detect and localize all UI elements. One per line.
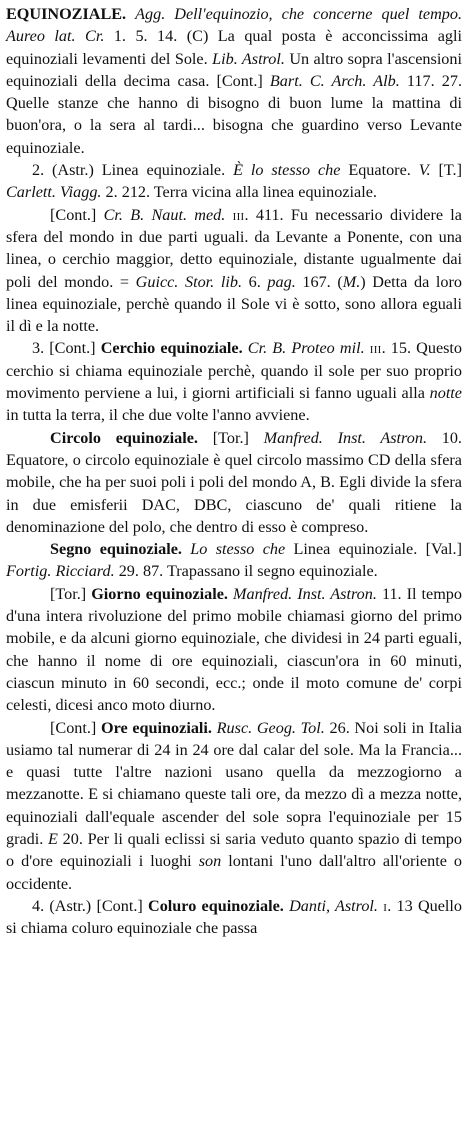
- body-text: 10. Equatore, o circolo equinoziale è quel circolo massimo CD della sfera mobile, che ha per suoi poli i poli del mondo A, B. Egli divide la sfera in due emisferii DAC, DBC, ciascuno de' quali ritiene la denominazione del polo, che dentro di esso è compreso.: [6, 428, 462, 536]
- body-text: 29. 87. Trapassano il segno equinoziale.: [114, 562, 378, 581]
- sense-4-paragraph: [6, 895, 462, 940]
- body-text: Equatore.: [340, 161, 419, 180]
- italic-text: Lo stesso che: [190, 540, 286, 559]
- body-text: 20. Per li quali eclissi si saria veduto quanto spazio di tempo o d'ore equinoziali i luoghi: [6, 829, 462, 871]
- headword-text: Circolo equinoziale.: [50, 428, 198, 447]
- body-text: 2. 212. Terra vicina alla linea equinoziale.: [101, 183, 377, 202]
- segno-equinoziale-paragraph: [6, 538, 462, 583]
- body-text: 117. 27. Quelle stanze che hanno di bisogno di buon lume la mattina di buon'ora, o la sera al tardi... bisogna che guardino verso Levante equinoziale.: [6, 71, 462, 157]
- citation-paragraph: [6, 204, 462, 338]
- italic-text: notte: [429, 384, 462, 403]
- italic-text: Cr. B. Naut. med.: [103, 205, 226, 224]
- italic-text: Rusc. Geog. Tol.: [216, 718, 325, 737]
- headword-text: EQUINOZIALE.: [6, 5, 127, 23]
- italic-text: pag.: [267, 272, 296, 291]
- body-text: 3. [Cont.]: [32, 339, 101, 358]
- circolo-equinoziale-paragraph: [6, 427, 462, 538]
- body-text: in tutta la terra, il che due volte l'anno avviene.: [6, 406, 310, 425]
- italic-text: È lo stesso che: [233, 161, 341, 180]
- body-text: 26. Noi soli in Italia usiamo tal numerar di 24 in 24 ore dal calar del sole. Ma la Francia... e quasi tutte l'altre nazioni usano quella da mezzogiorno a mezzanotte. E si chiamano queste tali ore, da mezzo dì a mezza notte, equinoziali dall'equale ascender del sole sopra l'equinoziale per 15 gradi.: [6, 718, 462, 848]
- roman-numeral-text: i: [383, 896, 388, 915]
- giorno-equinoziale-paragraph: [6, 583, 462, 717]
- body-text: 1. 5. 14. (C) La qual posta è acconcissima agli equinoziali levamenti del Sole.: [6, 27, 462, 68]
- body-text: [T.]: [430, 161, 462, 180]
- italic-text: M.: [342, 272, 361, 291]
- italic-text: V.: [418, 161, 431, 180]
- roman-numeral-text: iii: [369, 339, 382, 358]
- body-text: 2. (Astr.) Linea equinoziale.: [32, 161, 234, 180]
- headword-text: Cerchio equinoziale.: [100, 339, 243, 358]
- body-text: [126, 5, 135, 23]
- sense-3-paragraph: [6, 337, 462, 426]
- body-text: . 411. Fu necessario dividere la sfera del mondo in due parti uguali. da Levante a Ponente, con una linea, o cerchio maggior, detto equinoziale, distante ugualmente dai poli del mondo. =: [6, 205, 462, 291]
- italic-text: son: [198, 852, 222, 871]
- body-text: [Tor.]: [197, 428, 264, 447]
- sense-2-paragraph: [6, 159, 462, 204]
- body-text: 6.: [242, 272, 268, 291]
- roman-numeral-text: iii: [232, 205, 245, 224]
- italic-text: Danti, Astrol.: [289, 896, 378, 915]
- headword-text: Coluro equinoziale.: [148, 896, 284, 915]
- italic-text: Manfred. Inst. Astron.: [233, 584, 377, 603]
- headword-text: Segno equinoziale.: [50, 540, 182, 559]
- body-text: [225, 206, 232, 224]
- body-text: 11. Il tempo d'una intera rivoluzione del primo mobile chiamasi giorno del primo mobile, e da alcuni giorno equinoziale, che dividesi in 24 parti eguali, che hanno il nome di ore equinoziali, ciascun'ora in 60 minuti, ciascun minuto in 60 secondi, ecc.; onde il moto comune de' corpi celesti, dicesi anco moto diurno.: [6, 584, 462, 715]
- italic-text: Bart. C. Arch. Alb.: [269, 71, 400, 90]
- body-text: [Tor.]: [50, 584, 92, 603]
- italic-text: Guicc. Stor. lib.: [135, 272, 242, 291]
- body-text: [Cont.]: [50, 205, 104, 224]
- italic-text: Carlett. Viagg.: [6, 183, 102, 202]
- body-text: lontani l'uno dall'altro all'oriente o occidente.: [6, 852, 463, 893]
- italic-text: Manfred. Inst. Astron.: [263, 428, 427, 447]
- italic-text: Fortig. Ricciard.: [6, 562, 115, 581]
- italic-text: E: [48, 829, 58, 848]
- italic-text: Agg. Dell'equinozio, che concerne quel tempo. Aureo lat. Cr.: [6, 5, 462, 46]
- body-text: . 13 Quello si chiama coluro equinoziale che passa: [6, 896, 462, 938]
- headword-text: Giorno equinoziale.: [91, 584, 228, 603]
- body-text: Linea equinoziale. [Val.]: [285, 540, 462, 559]
- body-text: [Cont.]: [50, 718, 101, 737]
- italic-text: Cr. B. Proteo mil.: [247, 339, 365, 358]
- body-text: ) Detta da loro linea equinoziale, perchè quando il Sole vi è sotto, sono allora eguali il dì e la notte.: [6, 272, 462, 336]
- headword-text: Ore equinoziali.: [101, 718, 212, 737]
- body-text: 167. (: [295, 272, 343, 291]
- body-text: Un altro sopra l'ascensioni equinoziali della decima casa. [Cont.]: [6, 49, 462, 90]
- italic-text: Lib. Astrol.: [212, 49, 285, 68]
- body-text: 4. (Astr.) [Cont.]: [32, 896, 149, 915]
- entry-headword-paragraph: [6, 3, 462, 159]
- body-text: . 15. Questo cerchio si chiama equinoziale perchè, quando il sole per suo proprio movimento perviene a lui, i giorni artificiali si fanno uguali alla: [6, 339, 463, 403]
- ore-equinoziali-paragraph: [6, 717, 462, 895]
